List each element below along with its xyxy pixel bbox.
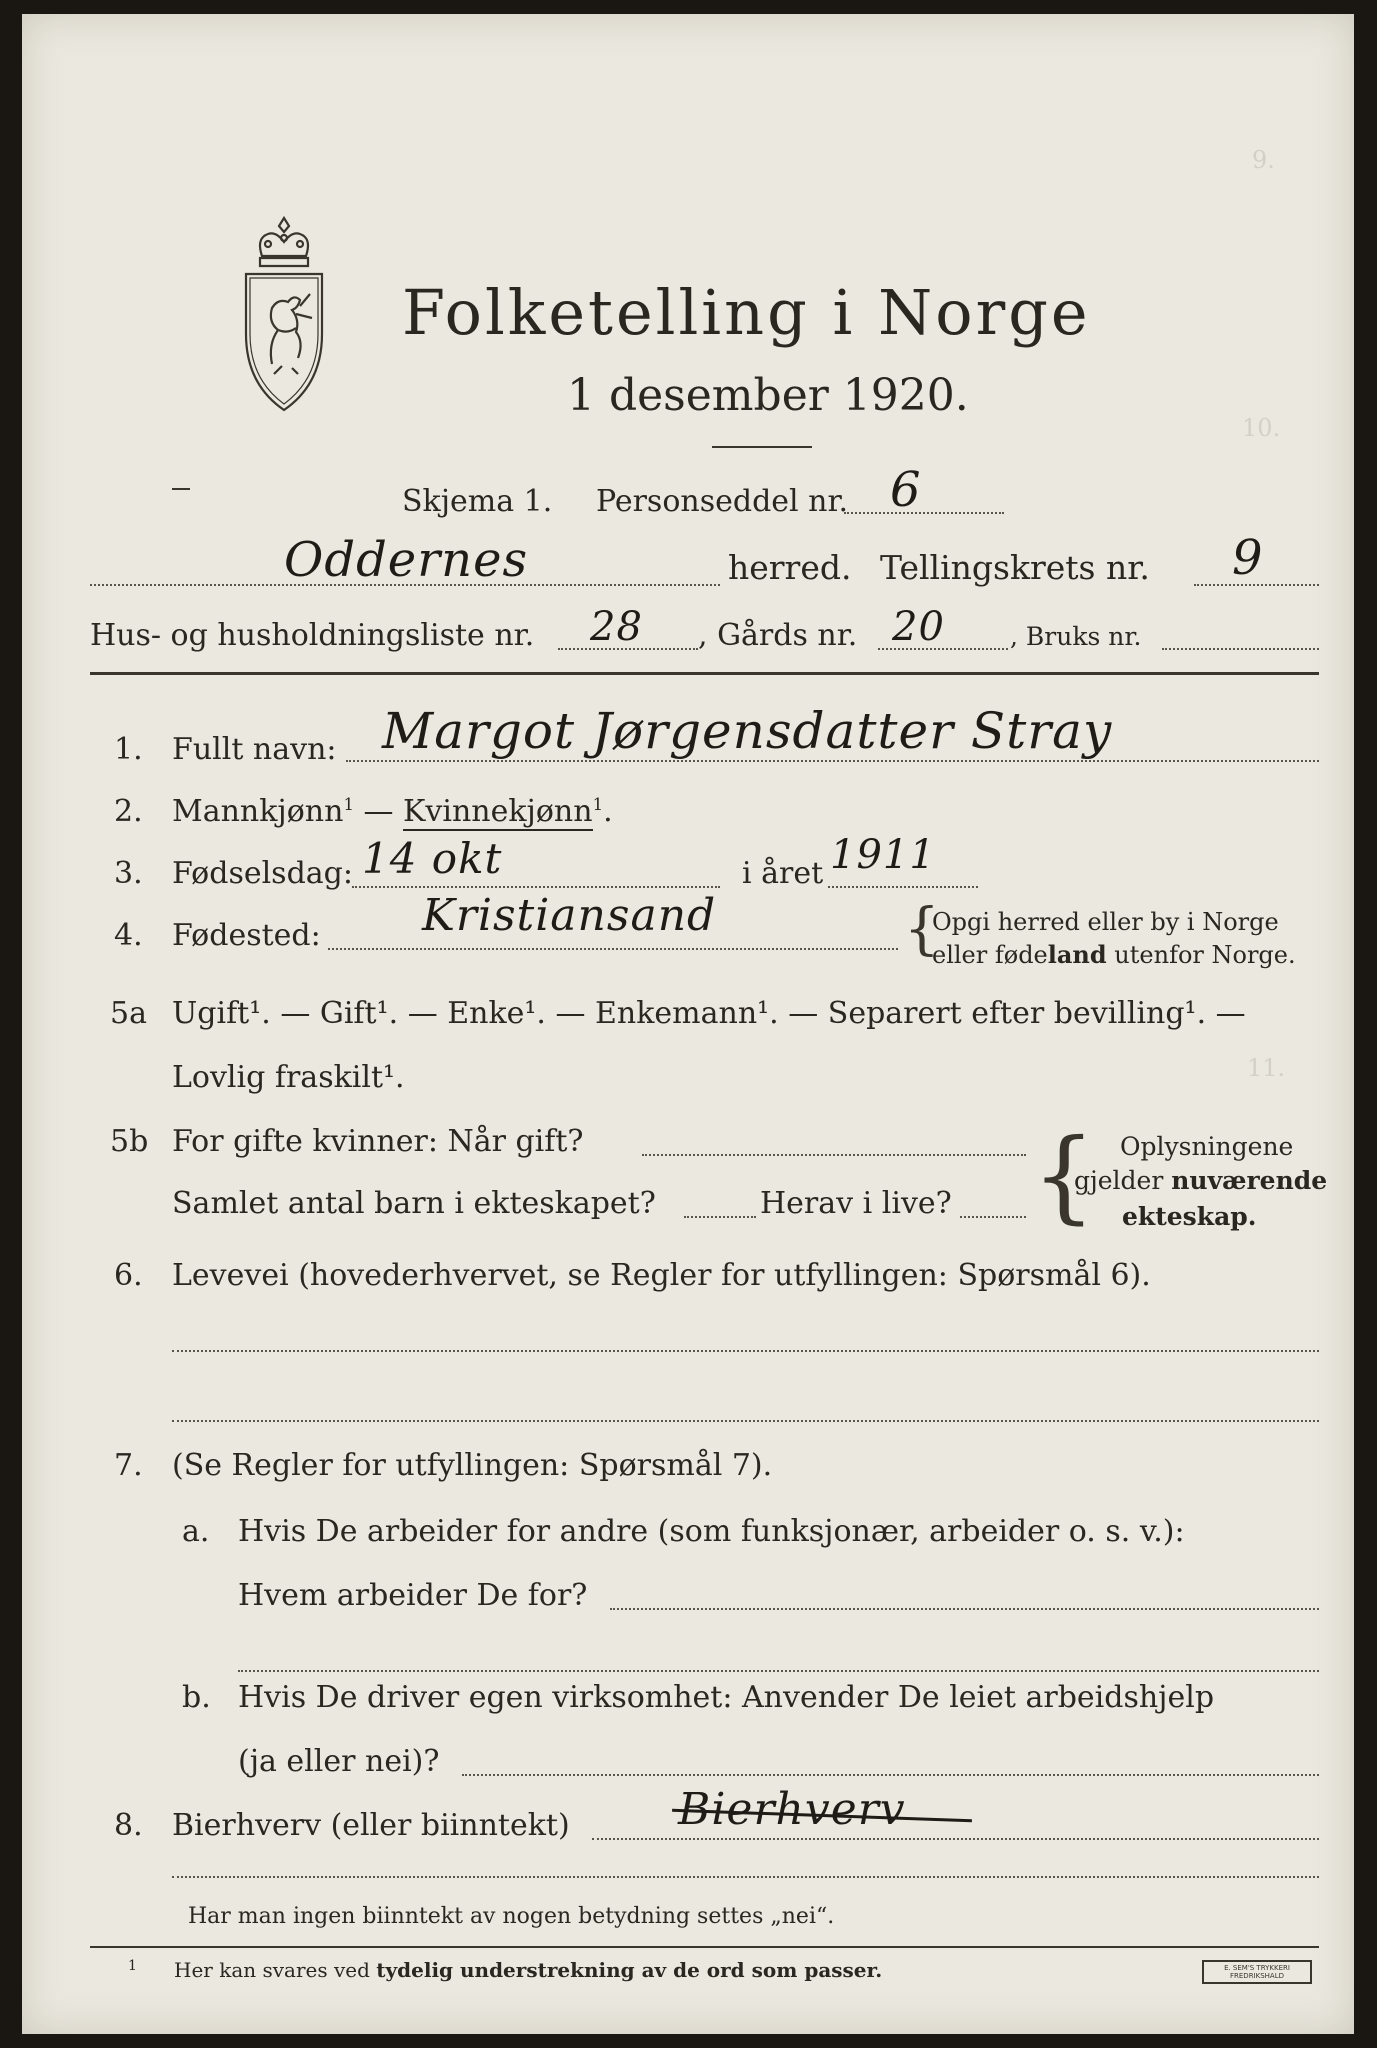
- q3-birthday-line: [352, 886, 720, 888]
- q5b-note-line3: ekteskap.: [1122, 1202, 1257, 1231]
- q3-number: 3.: [114, 856, 143, 891]
- q4-note-line2: eller fødeland utenfor Norge.: [932, 940, 1296, 969]
- q5b-married-when-line: [642, 1154, 1026, 1156]
- q8-label: Bierhverv (eller biinntekt): [172, 1808, 570, 1843]
- tellingskrets-number[interactable]: 9: [1232, 530, 1264, 586]
- q2-separator: —: [353, 794, 404, 829]
- header-rule: [90, 672, 1319, 675]
- bruks-label: , Bruks nr.: [1010, 622, 1142, 651]
- personseddel-number[interactable]: 6: [890, 462, 922, 518]
- q1-full-name[interactable]: Margot Jørgensdatter Stray: [382, 702, 1113, 760]
- page-title: Folketelling i Norge: [402, 276, 1091, 349]
- footnote-mark: 1: [592, 795, 604, 814]
- q8-separator-line: [172, 1876, 1319, 1878]
- q5b-alive-line: [960, 1216, 1026, 1218]
- coat-of-arms-icon: [234, 214, 334, 414]
- footer-note: Har man ingen biinntekt av nogen betydning settes „nei“.: [188, 1904, 835, 1929]
- q3-birth-year[interactable]: 1911: [830, 832, 936, 878]
- q5b-children-label: Samlet antal barn i ekteskapet?: [172, 1186, 656, 1221]
- herred-name[interactable]: Oddernes: [284, 532, 529, 588]
- q4-number: 4.: [114, 918, 143, 953]
- q7-number: 7.: [114, 1448, 143, 1483]
- q8-field-line: [592, 1838, 1319, 1840]
- q7a-line2: Hvem arbeider De for?: [238, 1578, 588, 1613]
- q4-brace: {: [904, 897, 940, 962]
- footnote-text: Her kan svares ved tydelig understrekning av de ord som passer.: [174, 1958, 883, 1982]
- q4-birthplace[interactable]: Kristiansand: [422, 890, 717, 941]
- q7b-number: b.: [182, 1680, 211, 1715]
- gards-label: , Gårds nr.: [698, 618, 858, 653]
- dash-mark: [172, 488, 190, 490]
- footer-rule: [90, 1946, 1319, 1948]
- q6-field-line-1: [172, 1350, 1319, 1352]
- q3-year-label: i året: [742, 856, 824, 891]
- q7b-line2: (ja eller nei)?: [238, 1744, 440, 1779]
- q5b-number: 5b: [110, 1124, 149, 1159]
- q5b-married-when-label: For gifte kvinner: Når gift?: [172, 1124, 584, 1159]
- personseddel-label: Personseddel nr.: [596, 484, 849, 519]
- q5b-note-line1: Oplysningene: [1120, 1132, 1294, 1161]
- q4-note-line1: Opgi herred eller by i Norge: [932, 908, 1279, 936]
- hus-number[interactable]: 28: [590, 604, 643, 650]
- q5b-brace: {: [1032, 1117, 1096, 1234]
- q2-male-option[interactable]: Mannkjønn: [172, 794, 344, 829]
- bleed-through-mark: 9.: [1252, 146, 1275, 174]
- q3-year-line: [828, 886, 978, 888]
- footnote-mark: 1: [343, 795, 354, 814]
- q5a-number: 5a: [110, 996, 147, 1031]
- gards-number[interactable]: 20: [892, 604, 945, 650]
- q4-field-line: [328, 948, 898, 950]
- q7a-line1: Hvis De arbeider for andre (som funksjonær, arbeider o. s. v.):: [238, 1514, 1185, 1549]
- q4-label: Fødested:: [172, 918, 321, 953]
- q6-number: 6.: [114, 1258, 143, 1293]
- q7a-field-line-1: [610, 1608, 1319, 1610]
- q7b-field-line: [462, 1774, 1319, 1776]
- q5b-children-line: [684, 1216, 756, 1218]
- census-form-sheet: [22, 14, 1354, 2034]
- herred-label: herred.: [728, 548, 852, 587]
- footnote-number: 1: [128, 1958, 137, 1974]
- bleed-through-mark: 11.: [1247, 1054, 1286, 1082]
- tellingskrets-label: Tellingskrets nr.: [880, 548, 1150, 587]
- q5b-note-line2: gjelder nuværende: [1074, 1166, 1328, 1195]
- q3-birthday[interactable]: 14 okt: [362, 834, 503, 883]
- title-divider: [712, 446, 812, 448]
- q2-options: Mannkjønn$^1$ — Kvinnekjønn$^1$.: [172, 794, 613, 829]
- printer-mark: E. SEM'S TRYKKERI FREDRIKSHALD: [1202, 1960, 1312, 1984]
- bleed-through-mark: 10.: [1242, 414, 1281, 442]
- q7-label: (Se Regler for utfyllingen: Spørsmål 7).: [172, 1448, 773, 1483]
- q7b-line1: Hvis De driver egen virksomhet: Anvender De leiet arbeidshjelp: [238, 1680, 1215, 1715]
- q8-answer-struck[interactable]: Bierhverv: [678, 1784, 906, 1835]
- skjema-label: Skjema 1.: [402, 484, 553, 519]
- q5a-marital-options-cont[interactable]: Lovlig fraskilt¹.: [172, 1060, 405, 1095]
- q1-field-line: [346, 760, 1319, 762]
- q2-female-option-underlined[interactable]: Kvinnekjønn: [403, 794, 593, 829]
- personseddel-field-line: [844, 512, 1004, 514]
- hus-label: Hus- og husholdningsliste nr.: [90, 618, 535, 653]
- census-date: 1 desember 1920.: [567, 370, 969, 421]
- q5a-marital-options[interactable]: Ugift¹. — Gift¹. — Enke¹. — Enkemann¹. — Separert efter bevilling¹. —: [172, 996, 1246, 1031]
- q5b-alive-label: Herav i live?: [760, 1186, 952, 1221]
- q3-label: Fødselsdag:: [172, 856, 353, 891]
- q2-number: 2.: [114, 794, 143, 829]
- q7a-field-line-2: [238, 1670, 1319, 1672]
- q1-label: Fullt navn:: [172, 732, 337, 767]
- q8-number: 8.: [114, 1808, 143, 1843]
- bruks-field-line: [1162, 648, 1319, 650]
- q7a-number: a.: [182, 1514, 210, 1549]
- q1-number: 1.: [114, 732, 143, 767]
- q6-field-line-2: [172, 1420, 1319, 1422]
- q6-label: Levevei (hovederhvervet, se Regler for utfyllingen: Spørsmål 6).: [172, 1258, 1151, 1293]
